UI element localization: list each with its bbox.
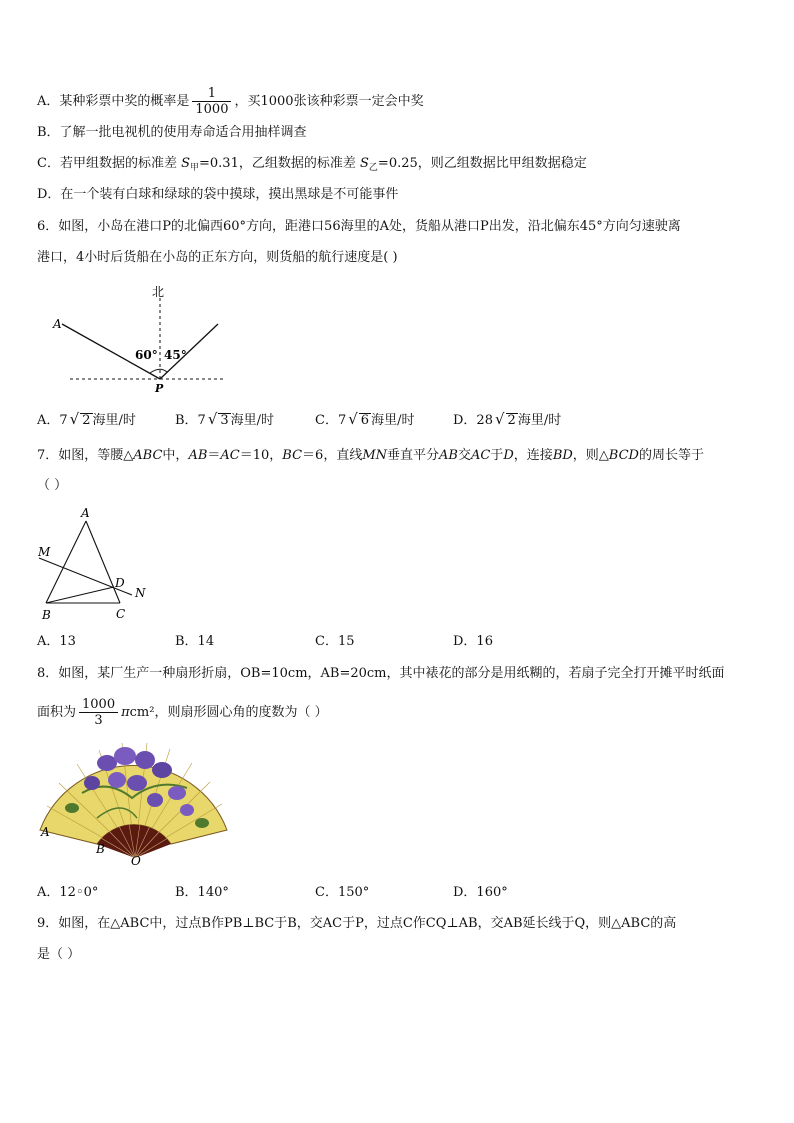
q6-option-a: A．7 √ 2 海里/时 <box>37 410 136 428</box>
q7-option-d: D．16 <box>453 634 493 649</box>
label-b: B <box>42 608 51 622</box>
q6-option-d: D．28 √ 2 海里/时 <box>453 410 562 428</box>
label-angle-60: 60° <box>135 348 158 362</box>
side-ac <box>86 521 120 603</box>
label-m: M <box>38 545 51 559</box>
side-ab <box>46 521 86 603</box>
label-b: B <box>96 842 105 856</box>
label-north: 北 <box>152 285 165 299</box>
label-c: C <box>116 607 126 621</box>
label-p: P <box>155 382 164 395</box>
q6-stem-line2: 港口，4小时后货船在小岛的正东方向，则货船的航行速度是( ) <box>37 250 398 265</box>
q7-stem-line1: 7．如图，等腰△ABC中，AB＝AC＝10，BC＝6，直线MN垂直平分AB交AC于D，连接BD，则△BCD的周长等于 <box>37 448 704 463</box>
q9-stem-line1: 9．如图，在△ABC中，过点B作PB⊥BC于B，交AC于P，过点C作CQ⊥AB，交AB延长线于Q，则△ABC的高 <box>37 916 677 931</box>
q8-option-a: A．12◦0° <box>37 885 99 900</box>
label-a: A <box>81 506 90 520</box>
q5-option-d: D．在一个装有白球和绿球的袋中摸球，摸出黑球是不可能事件 <box>37 187 399 202</box>
label-a: A <box>53 317 62 331</box>
label-n: N <box>135 586 146 600</box>
q7-stem-line2: （ ） <box>37 478 68 493</box>
fraction: $\frac{1}{1000}$ <box>192 86 231 117</box>
q5-option-a: A．某种彩票中奖的概率是 $\frac{1}{1000}$ ，买1000张该种彩票一定会中奖 <box>37 86 424 117</box>
q8-stem-line2: 面积为 $\frac{1000}{3}$ πcm²，则扇形圆心角的度数为（ ） <box>37 697 328 728</box>
q7-option-a: A．13 <box>37 634 76 649</box>
q7-option-b: B．14 <box>175 634 215 649</box>
q6-option-b: B．7 √ 3 海里/时 <box>175 410 275 428</box>
q8-option-c: C．150° <box>315 885 370 900</box>
label-a: A <box>41 825 50 839</box>
q5-option-c: C．若甲组数据的标准差 $S_甲=0.31$，乙组数据的标准差 $S_乙=0.25$，则乙组数据比甲组数据稳定 <box>37 156 587 173</box>
label-o: O <box>131 854 141 868</box>
q6-figure <box>50 284 235 396</box>
label-d: D <box>115 576 125 590</box>
segment-bd <box>46 587 114 603</box>
q8-fan-figure <box>37 738 232 868</box>
q6-stem-line1: 6．如图，小岛在港口P的北偏西60°方向，距港口56海里的A处，货船从港口P出发，沿北偏东45°方向匀速驶离 <box>37 219 681 234</box>
q5-option-b: B．了解一批电视机的使用寿命适合用抽样调查 <box>37 125 307 140</box>
q7-figure <box>34 503 154 623</box>
q9-stem-line2: 是（ ） <box>37 947 81 962</box>
q6-option-c: C．7 √ 6 海里/时 <box>315 410 415 428</box>
angle-arc <box>150 369 167 373</box>
q8-stem-line1: 8．如图，某厂生产一种扇形折扇，OB=10cm，AB=20cm，其中裱花的部分是用纸糊的，若扇子完全打开摊平时纸面 <box>37 666 725 681</box>
q7-option-c: C．15 <box>315 634 355 649</box>
q8-option-b: B．140° <box>175 885 229 900</box>
q8-option-d: D．160° <box>453 885 508 900</box>
fraction: $\frac{1000}{3}$ <box>79 697 118 728</box>
label-angle-45: 45° <box>164 348 187 362</box>
